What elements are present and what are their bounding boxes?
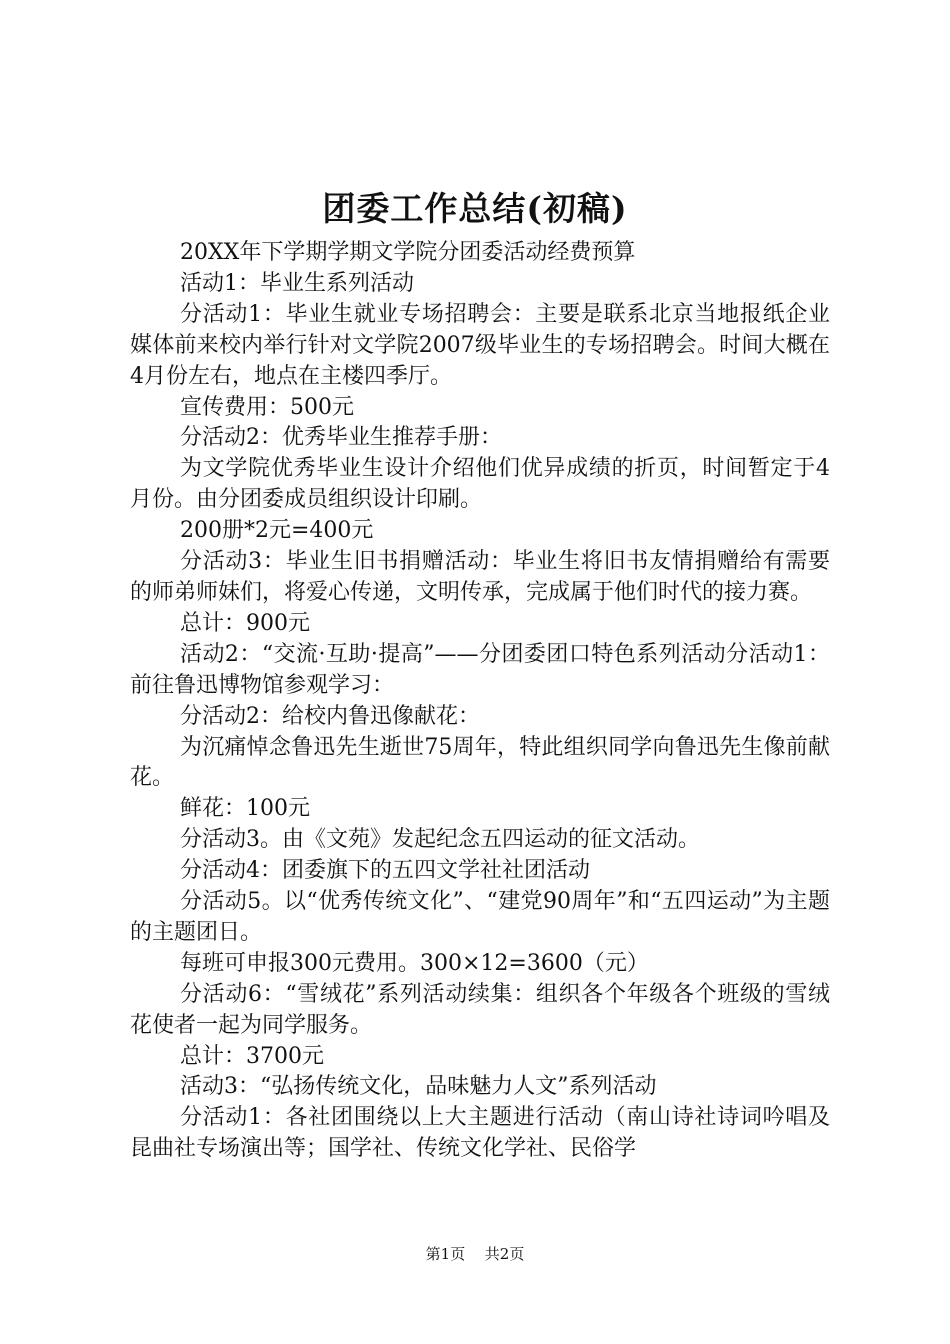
paragraph: 总计：900元 <box>180 610 310 636</box>
paragraph: 分活动1：各社团围绕以上大主题进行活动（南山诗社诗词吟唱及昆曲社专场演出等；国学社、传统文化学社、民俗学 <box>130 1105 830 1162</box>
paragraph: 分活动6：“雪绒花”系列活动续集：组织各个年级各个班级的雪绒花使者一起为同学服务。 <box>130 981 830 1038</box>
page-total: 共2页 <box>484 1245 525 1263</box>
document-body <box>130 238 830 1165</box>
paragraph: 分活动3：毕业生旧书捐赠活动：毕业生将旧书友情捐赠给有需要的师弟师妹们，将爱心传递，文明传承，完成属于他们时代的接力赛。 <box>130 549 830 605</box>
paragraph: 分活动5。以“优秀传统文化”、“建党90周年”和“五四运动”为主题的主题团日。 <box>130 889 830 945</box>
paragraph: 分活动2：给校内鲁迅像献花： <box>180 703 480 729</box>
paragraph: 宣传费用：500元 <box>180 394 354 420</box>
paragraph: 为文学院优秀毕业生设计介绍他们优异成绩的折页，时间暂定于4月份。由分团委成员组织设计印刷。 <box>130 456 830 513</box>
paragraph: 200册*2元=400元 <box>180 518 374 544</box>
document-title: 团委工作总结(初稿) <box>322 189 628 228</box>
paragraph: 活动2：“交流·互助·提高”——分团委团口特色系列活动分活动1：前往鲁迅博物馆参观学习： <box>130 641 830 698</box>
paragraph: 20XX年下学期学期文学院分团委活动经费预算 <box>180 240 636 265</box>
page-number: 第1页 <box>425 1245 466 1263</box>
paragraph: 活动1：毕业生系列活动 <box>180 270 414 296</box>
paragraph: 每班可申报300元费用。300×12=3600（元） <box>180 950 649 976</box>
paragraph: 分活动1：毕业生就业专场招聘会：主要是联系北京当地报纸企业媒体前来校内举行针对文学院2007级毕业生的专场招聘会。时间大概在4月份左右，地点在主楼四季厅。 <box>130 301 830 389</box>
paragraph: 分活动4：团委旗下的五四文学社社团活动 <box>180 858 590 884</box>
paragraph: 总计：3700元 <box>180 1043 324 1069</box>
page-footer <box>0 1243 950 1265</box>
paragraph: 分活动3。由《文苑》发起纪念五四运动的征文活动。 <box>180 827 700 853</box>
paragraph: 为沉痛悼念鲁迅先生逝世75周年，特此组织同学向鲁迅先生像前献花。 <box>130 734 830 791</box>
paragraph: 鲜花：100元 <box>180 796 310 822</box>
paragraph: 活动3：“弘扬传统文化，品味魅力人文”系列活动 <box>180 1074 657 1100</box>
paragraph: 分活动2：优秀毕业生推荐手册： <box>180 425 502 451</box>
